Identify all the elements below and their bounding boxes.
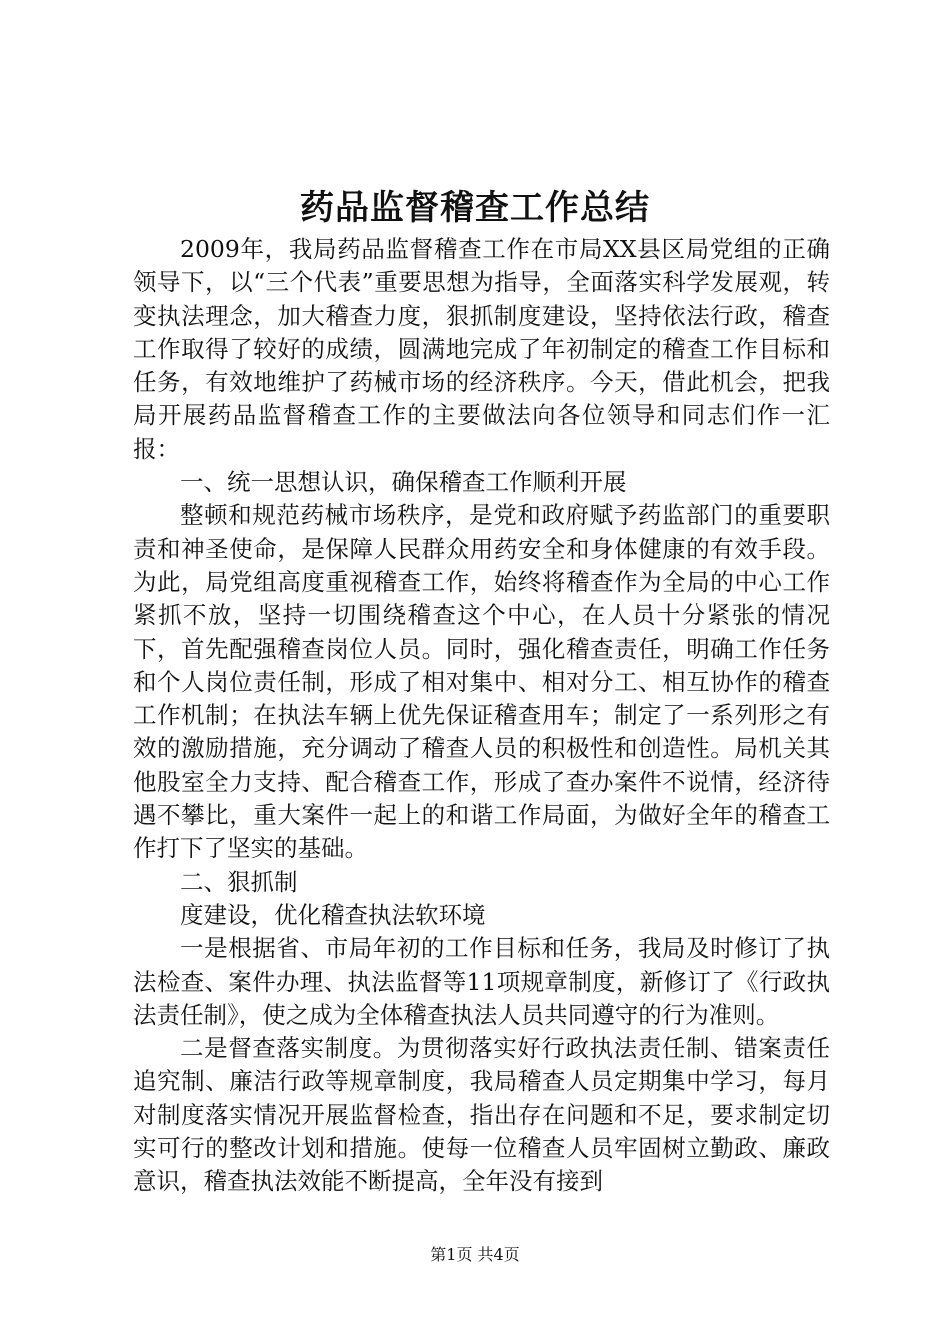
section-heading-2-continued: 度建设，优化稽查执法软环境 [180,900,486,929]
paragraph-item-2: 二是督查落实制度。为贯彻落实好行政执法责任制、错案责任追究制、廉洁行政等规章制度，我局稽查人员定期集中学习，每月对制度落实情况开展监督检查，指出存在问题和不足，要求制定切实可行的整改计划和措施。使每一位稽查人员牢固树立勤政、廉政意识，稽查执法效能不断提高，全年没有接到 [133,1034,830,1196]
section-heading-2: 二、狠抓制 [180,867,298,896]
section-heading-1: 一、统一思想认识，确保稽查工作顺利开展 [180,468,627,497]
paragraph-item-1: 一是根据省、市局年初的工作目标和任务，我局及时修订了执法检查、案件办理、执法监督等11项规章制度，新修订了《行政执法责任制》，使之成为全体稽查执法人员共同遵守的行为准则。 [133,934,830,1029]
paragraph-intro: 2009年，我局药品监督稽查工作在市局XX县区局党组的正确领导下，以“三个代表”重要思想为指导，全面落实科学发展观，转变执法理念，加大稽查力度，狠抓制度建设，坚持依法行政，稽查工作取得了较好的成绩，圆满地完成了年初制定的稽查工作目标和任务，有效地维护了药械市场的经济秩序。今天，借此机会，把我局开展药品监督稽查工作的主要做法向各位领导和同志们作一汇报： [133,235,830,463]
paragraph-section-1: 整顿和规范药械市场秩序，是党和政府赋予药监部门的重要职责和神圣使命，是保障人民群众用药安全和身体健康的有效手段。为此，局党组高度重视稽查工作，始终将稽查作为全局的中心工作紧抓不放，坚持一切围绕稽查这个中心，在人员十分紧张的情况下，首先配强稽查岗位人员。同时，强化稽查责任，明确工作任务和个人岗位责任制，形成了相对集中、相对分工、相互协作的稽查工作机制；在执法车辆上优先保证稽查用车；制定了一系列形之有效的激励措施，充分调动了稽查人员的积极性和创造性。局机关其他股室全力支持、配合稽查工作，形成了查办案件不说情，经济待遇不攀比，重大案件一起上的和谐工作局面，为做好全年的稽查工作打下了坚实的基础。 [133,501,830,863]
document-body [133,233,830,1199]
document-title: 药品监督稽查工作总结 [300,188,650,228]
page-number-footer: 第1页 共4页 [430,1245,520,1264]
